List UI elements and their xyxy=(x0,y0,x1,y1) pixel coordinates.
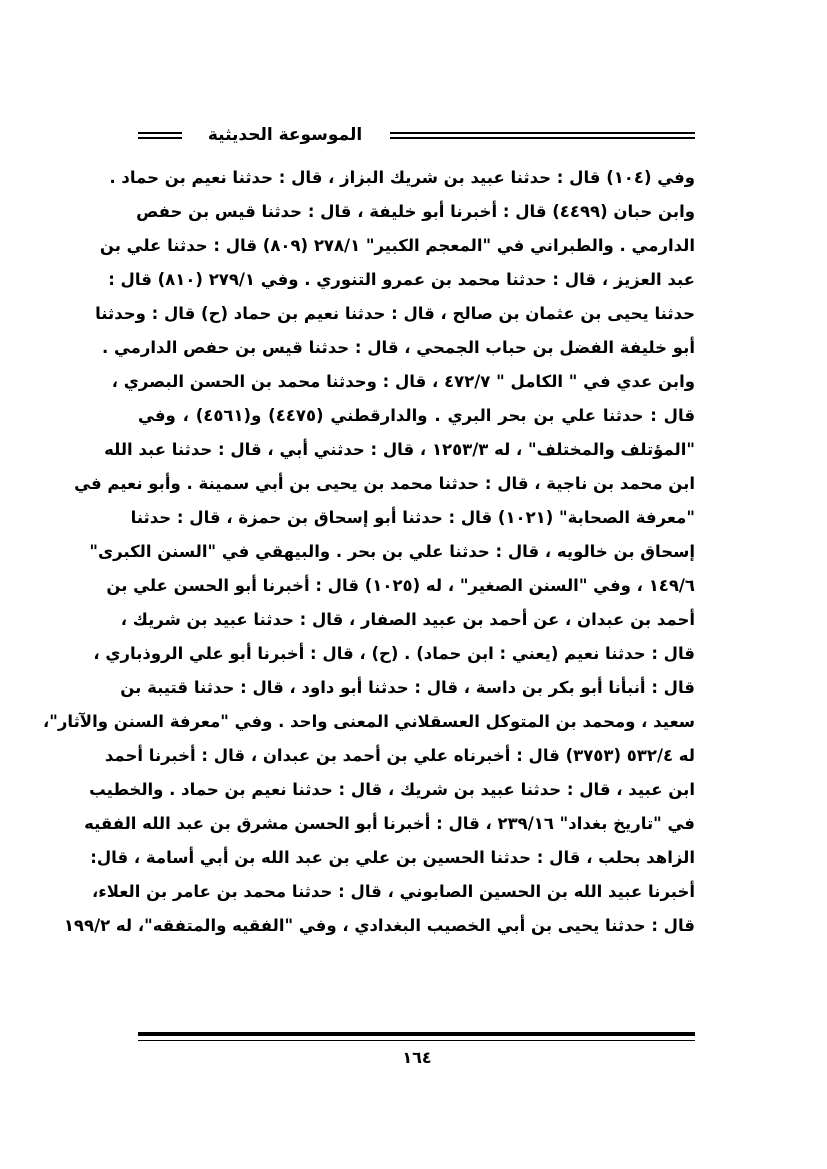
text-line: حدثنا يحيى بن عثمان بن صالح ، قال : حدثنا نعيم بن حماد (ح) قال : وحدثنا xyxy=(95,304,695,323)
text-line: قال : حدثنا يحيى بن أبي الخصيب البغدادي ، وفي "الفقيه والمتفقه"، له ١٩٩/٢ xyxy=(63,916,695,935)
page-number: ١٦٤ xyxy=(402,1048,432,1067)
text-line: "معرفة الصحابة" (١٠٢١) قال : حدثنا أبو إسحاق بن حمزة ، قال : حدثنا xyxy=(130,508,695,527)
text-line: عبد العزيز ، قال : حدثنا محمد بن عمرو التنوري . وفي ٢٧٩/١ (٨١٠) قال : xyxy=(108,270,695,289)
header-rule-right xyxy=(390,132,695,134)
text-line: أحمد بن عبدان ، عن أحمد بن عبيد الصفار ، قال : حدثنا عبيد بن شريك ، xyxy=(120,610,695,629)
header-rule-left xyxy=(138,132,182,134)
text-line: إسحاق بن خالويه ، قال : حدثنا علي بن بحر . والبيهقي في "السنن الكبرى" xyxy=(89,542,695,561)
text-line: ابن محمد بن ناجية ، قال : حدثنا محمد بن يحيى بن أبي سمينة . وأبو نعيم في xyxy=(74,474,695,493)
text-line: "المؤتلف والمختلف" ، له ١٢٥٣/٣ ، قال : حدثني أبي ، قال : حدثنا عبد الله xyxy=(104,440,695,459)
header-rule-left xyxy=(138,137,182,139)
text-line: الزاهد بحلب ، قال : حدثنا الحسين بن علي بن عبد الله بن أبي أسامة ، قال: xyxy=(90,848,695,867)
footer-rule xyxy=(138,1032,695,1036)
running-header xyxy=(138,120,695,150)
text-line: وفي (١٠٤) قال : حدثنا عبيد بن شريك البزاز ، قال : حدثنا نعيم بن حماد . xyxy=(109,168,695,187)
footer-rule xyxy=(138,1040,695,1041)
text-line: في "تاريخ بغداد" ٢٣٩/١٦ ، قال : أخبرنا أبو الحسن مشرق بن عبد الله الفقيه xyxy=(84,814,695,833)
text-line: قال : حدثنا نعيم (يعني : ابن حماد) . (ح) ، قال : أخبرنا أبو علي الروذباري ، xyxy=(93,644,695,663)
text-line: الدارمي . والطبراني في "المعجم الكبير" ٢٧٨/١ (٨٠٩) قال : حدثنا علي بن xyxy=(99,236,695,255)
text-line: أخبرنا عبيد الله بن الحسين الصابوني ، قال : حدثنا محمد بن عامر بن العلاء، xyxy=(92,882,695,901)
text-line: وابن عدي في " الكامل " ٤٧٢/٧ ، قال : وحدثنا محمد بن الحسن البصري ، xyxy=(111,372,695,391)
text-line: أبو خليفة الفضل بن حباب الجمحي ، قال : حدثنا قيس بن حفص الدارمي . xyxy=(101,338,695,357)
header-title: الموسوعة الحديثية xyxy=(207,125,363,145)
text-line: وابن حبان (٤٤٩٩) قال : أخبرنا أبو خليفة ، قال : حدثنا قيس بن حفص xyxy=(136,202,695,221)
header-rule-right xyxy=(390,137,695,139)
text-line: له ٥٣٢/٤ (٣٧٥٣) قال : أخبرناه علي بن أحمد بن عبدان ، قال : أخبرنا أحمد xyxy=(104,746,695,765)
text-line: ابن عبيد ، قال : حدثنا عبيد بن شريك ، قال : حدثنا نعيم بن حماد . والخطيب xyxy=(89,780,695,799)
text-line: ١٤٩/٦ ، وفي "السنن الصغير" ، له (١٠٢٥) قال : أخبرنا أبو الحسن علي بن xyxy=(106,576,695,595)
text-line: قال : أنبأنا أبو بكر بن داسة ، قال : حدثنا أبو داود ، قال : حدثنا قتيبة بن xyxy=(120,678,695,697)
body-text xyxy=(43,161,696,943)
text-line: سعيد ، ومحمد بن المتوكل العسقلاني المعنى واحد . وفي "معرفة السنن والآثار"، xyxy=(43,712,695,731)
text-line: قال : حدثنا علي بن بحر البري . والدارقطني (٤٤٧٥) و(٤٥٦١) ، وفي xyxy=(138,406,696,425)
